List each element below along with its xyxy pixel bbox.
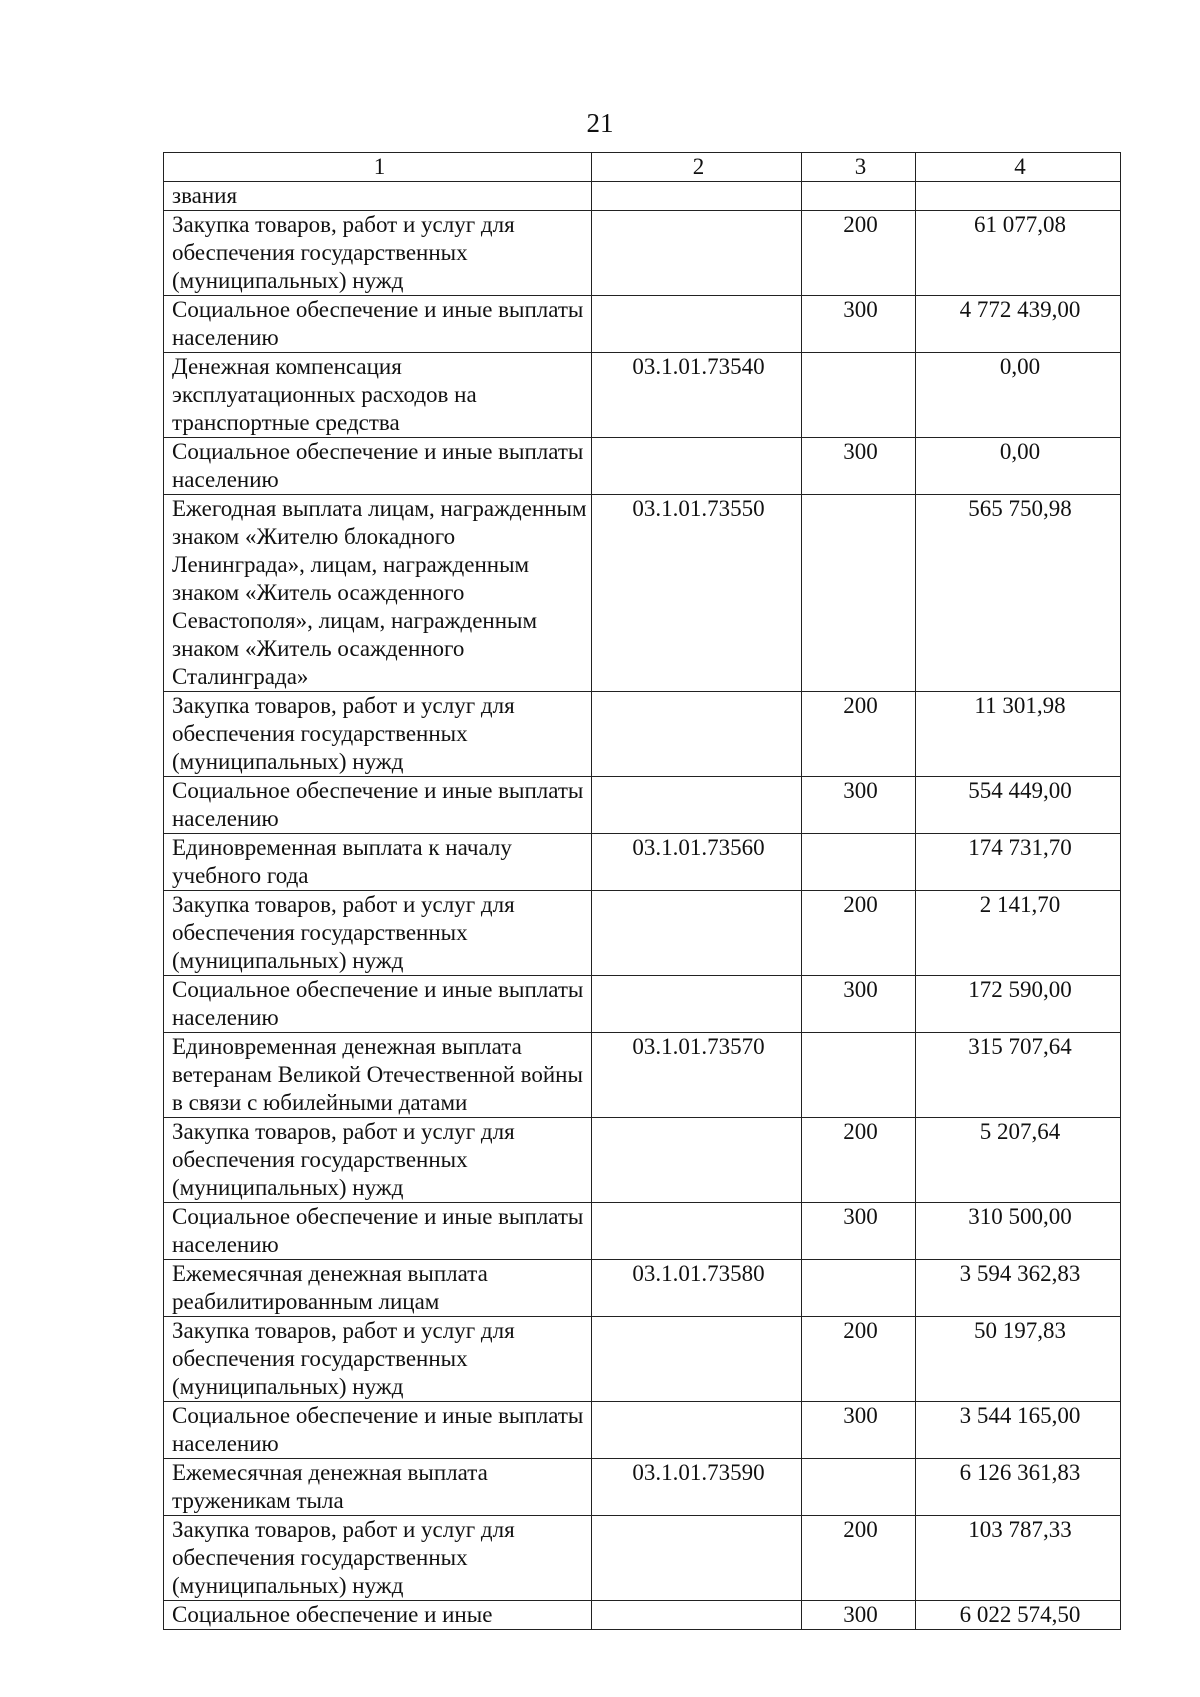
row-name-cell: Закупка товаров, работ и услуг для обеспечения государственных (муниципальных) нужд	[164, 1118, 592, 1203]
table-row	[164, 296, 1121, 353]
row-amount-cell: 0,00	[916, 438, 1121, 495]
column-header: 1	[164, 153, 592, 182]
row-kind-cell	[802, 1033, 916, 1118]
row-name-cell: Закупка товаров, работ и услуг для обеспечения государственных (муниципальных) нужд	[164, 211, 592, 296]
row-name-cell: Социальное обеспечение и иные выплаты населению	[164, 296, 592, 353]
row-kind-cell: 300	[802, 296, 916, 353]
row-code-cell: 03.1.01.73540	[592, 353, 802, 438]
row-name-cell: Единовременная денежная выплата ветеранам Великой Отечественной войны в связи с юбилейными датами	[164, 1033, 592, 1118]
table-row	[164, 976, 1121, 1033]
row-name-cell: Социальное обеспечение и иные	[164, 1601, 592, 1630]
row-name-cell: Социальное обеспечение и иные выплаты населению	[164, 438, 592, 495]
row-code-cell	[592, 438, 802, 495]
row-name-cell: Ежемесячная денежная выплата труженикам тыла	[164, 1459, 592, 1516]
row-amount-cell: 554 449,00	[916, 777, 1121, 834]
row-kind-cell	[802, 1260, 916, 1317]
row-code-cell: 03.1.01.73550	[592, 495, 802, 692]
row-amount-cell: 315 707,64	[916, 1033, 1121, 1118]
row-kind-cell: 200	[802, 211, 916, 296]
row-code-cell	[592, 1601, 802, 1630]
row-amount-cell: 310 500,00	[916, 1203, 1121, 1260]
row-amount-cell: 5 207,64	[916, 1118, 1121, 1203]
row-name-cell: Ежемесячная денежная выплата реабилитированным лицам	[164, 1260, 592, 1317]
row-kind-cell	[802, 1459, 916, 1516]
column-header: 4	[916, 153, 1121, 182]
table-row	[164, 1317, 1121, 1402]
row-kind-cell: 200	[802, 692, 916, 777]
row-code-cell	[592, 182, 802, 211]
row-kind-cell	[802, 495, 916, 692]
table-row	[164, 1402, 1121, 1459]
row-code-cell	[592, 1516, 802, 1601]
row-name-cell: Единовременная выплата к началу учебного года	[164, 834, 592, 891]
row-name-cell: Закупка товаров, работ и услуг для обеспечения государственных (муниципальных) нужд	[164, 891, 592, 976]
row-code-cell	[592, 891, 802, 976]
row-amount-cell: 3 544 165,00	[916, 1402, 1121, 1459]
row-amount-cell: 61 077,08	[916, 211, 1121, 296]
row-name-cell: Социальное обеспечение и иные выплаты населению	[164, 1402, 592, 1459]
budget-table	[163, 152, 1121, 1630]
row-amount-cell: 6 126 361,83	[916, 1459, 1121, 1516]
row-kind-cell: 300	[802, 777, 916, 834]
row-amount-cell: 172 590,00	[916, 976, 1121, 1033]
row-amount-cell: 565 750,98	[916, 495, 1121, 692]
row-kind-cell: 300	[802, 1601, 916, 1630]
table-header-row	[164, 153, 1121, 182]
row-amount-cell: 174 731,70	[916, 834, 1121, 891]
table-body	[164, 182, 1121, 1630]
row-kind-cell: 300	[802, 438, 916, 495]
row-amount-cell: 103 787,33	[916, 1516, 1121, 1601]
table-row	[164, 438, 1121, 495]
row-kind-cell	[802, 182, 916, 211]
row-name-cell: Закупка товаров, работ и услуг для обеспечения государственных (муниципальных) нужд	[164, 1317, 592, 1402]
row-amount-cell: 4 772 439,00	[916, 296, 1121, 353]
table-row	[164, 692, 1121, 777]
row-name-cell: Социальное обеспечение и иные выплаты населению	[164, 976, 592, 1033]
table-row	[164, 1459, 1121, 1516]
table-row	[164, 1203, 1121, 1260]
table-row	[164, 1118, 1121, 1203]
row-kind-cell: 200	[802, 891, 916, 976]
row-kind-cell: 300	[802, 1203, 916, 1260]
row-code-cell	[592, 692, 802, 777]
row-code-cell	[592, 777, 802, 834]
table-row	[164, 777, 1121, 834]
row-code-cell: 03.1.01.73570	[592, 1033, 802, 1118]
row-code-cell: 03.1.01.73590	[592, 1459, 802, 1516]
table-row	[164, 211, 1121, 296]
table-row	[164, 891, 1121, 976]
table-row	[164, 1516, 1121, 1601]
row-amount-cell: 50 197,83	[916, 1317, 1121, 1402]
row-kind-cell	[802, 834, 916, 891]
row-amount-cell: 0,00	[916, 353, 1121, 438]
row-amount-cell	[916, 182, 1121, 211]
table-row	[164, 1033, 1121, 1118]
row-code-cell	[592, 1317, 802, 1402]
row-name-cell: Закупка товаров, работ и услуг для обеспечения государственных (муниципальных) нужд	[164, 1516, 592, 1601]
row-amount-cell: 3 594 362,83	[916, 1260, 1121, 1317]
row-kind-cell: 200	[802, 1317, 916, 1402]
row-code-cell: 03.1.01.73580	[592, 1260, 802, 1317]
row-name-cell: Денежная компенсация эксплуатационных расходов на транспортные средства	[164, 353, 592, 438]
row-code-cell	[592, 1118, 802, 1203]
row-kind-cell	[802, 353, 916, 438]
table-row	[164, 1601, 1121, 1630]
row-code-cell	[592, 1203, 802, 1260]
row-name-cell: Социальное обеспечение и иные выплаты населению	[164, 1203, 592, 1260]
page-number: 21	[586, 108, 614, 138]
row-kind-cell: 300	[802, 976, 916, 1033]
row-code-cell	[592, 296, 802, 353]
table-row	[164, 495, 1121, 692]
row-name-cell: звания	[164, 182, 592, 211]
row-code-cell	[592, 1402, 802, 1459]
column-header: 3	[802, 153, 916, 182]
row-name-cell: Социальное обеспечение и иные выплаты населению	[164, 777, 592, 834]
row-code-cell	[592, 976, 802, 1033]
table-row	[164, 182, 1121, 211]
column-header: 2	[592, 153, 802, 182]
row-code-cell: 03.1.01.73560	[592, 834, 802, 891]
row-amount-cell: 2 141,70	[916, 891, 1121, 976]
table-row	[164, 1260, 1121, 1317]
row-code-cell	[592, 211, 802, 296]
row-amount-cell: 6 022 574,50	[916, 1601, 1121, 1630]
row-amount-cell: 11 301,98	[916, 692, 1121, 777]
row-kind-cell: 300	[802, 1402, 916, 1459]
row-kind-cell: 200	[802, 1516, 916, 1601]
table-row	[164, 834, 1121, 891]
row-name-cell: Ежегодная выплата лицам, награжденным знаком «Жителю блокадного Ленинграда», лицам, награжденным знаком «Житель осажденного Севастополя», лицам, награжденным знаком «Житель осажденного Сталинграда»	[164, 495, 592, 692]
row-kind-cell: 200	[802, 1118, 916, 1203]
table-row	[164, 353, 1121, 438]
row-name-cell: Закупка товаров, работ и услуг для обеспечения государственных (муниципальных) нужд	[164, 692, 592, 777]
